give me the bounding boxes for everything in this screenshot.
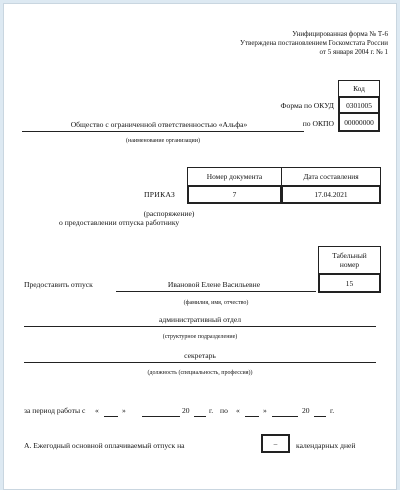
department-line (24, 326, 376, 327)
vacation-a-days-value: – (261, 434, 290, 453)
vacation-a-label: А. Ежегодный основной оплачиваемый отпуск на (24, 441, 185, 450)
department-name: административный отдел (158, 315, 242, 324)
date-value: 17.04.2021 (281, 185, 381, 204)
order-purpose: о предоставлении отпуска работнику (59, 218, 180, 227)
position-line (24, 362, 376, 363)
organization-line (22, 131, 304, 132)
form-header-line-3: от 5 января 2004 г. № 1 (319, 48, 388, 56)
order-subtitle: (распоряжение) (143, 209, 195, 218)
period-to-label: по (220, 406, 228, 415)
period-start-year-prefix: 20 (182, 406, 190, 415)
employee-name-caption: (фамилия, имя, отчество) (183, 300, 249, 306)
okud-value: 0301005 (338, 96, 380, 114)
date-header: Дата составления (281, 167, 381, 186)
period-label: за период работы с (24, 406, 86, 415)
okud-label: Форма по ОКУД (280, 101, 334, 110)
period-end-year-line (314, 416, 326, 417)
tab-number-value: 15 (318, 273, 381, 293)
doc-number-header: Номер документа (187, 167, 282, 186)
position-caption: (должность (специальность, профессия)) (147, 370, 253, 376)
doc-number-value: 7 (187, 185, 282, 204)
period-start-quote-close: » (122, 406, 126, 415)
codes-header: Код (338, 80, 380, 96)
form-header-line-2: Утверждена постановлением Госкомстата России (240, 39, 388, 47)
period-end-year-prefix: 20 (302, 406, 310, 415)
department-caption: (структурное подразделение) (162, 334, 238, 340)
vacation-a-days-label: календарных дней (296, 441, 356, 450)
employee-name: Ивановой Елене Васильевне (167, 280, 261, 289)
period-end-year-suffix: г. (330, 406, 335, 415)
period-start-quote-open: « (95, 406, 99, 415)
order-title: ПРИКАЗ (144, 190, 176, 199)
position-name: секретарь (184, 351, 216, 360)
grant-vacation-label: Предоставить отпуск (24, 280, 93, 289)
okpo-value: 00000000 (338, 114, 380, 132)
period-start-year-suffix: г. (209, 406, 214, 415)
period-end-day-line (245, 416, 259, 417)
order-form-t6 (3, 3, 397, 490)
form-header-line-1: Унифицированная форма № Т-6 (292, 30, 388, 38)
period-end-quote-close: » (263, 406, 267, 415)
organization-caption: (наименование организации) (126, 138, 200, 144)
organization-name: Общество с ограниченной ответственностью «Альфа» (70, 120, 248, 129)
period-start-year-line (194, 416, 206, 417)
period-start-month-line (142, 416, 180, 417)
tab-number-header: Табельный номер (318, 246, 381, 274)
period-end-quote-open: « (236, 406, 240, 415)
employee-name-line (116, 291, 316, 292)
period-start-day-line (104, 416, 118, 417)
period-end-month-line (272, 416, 298, 417)
okpo-label: по ОКПО (302, 119, 334, 128)
